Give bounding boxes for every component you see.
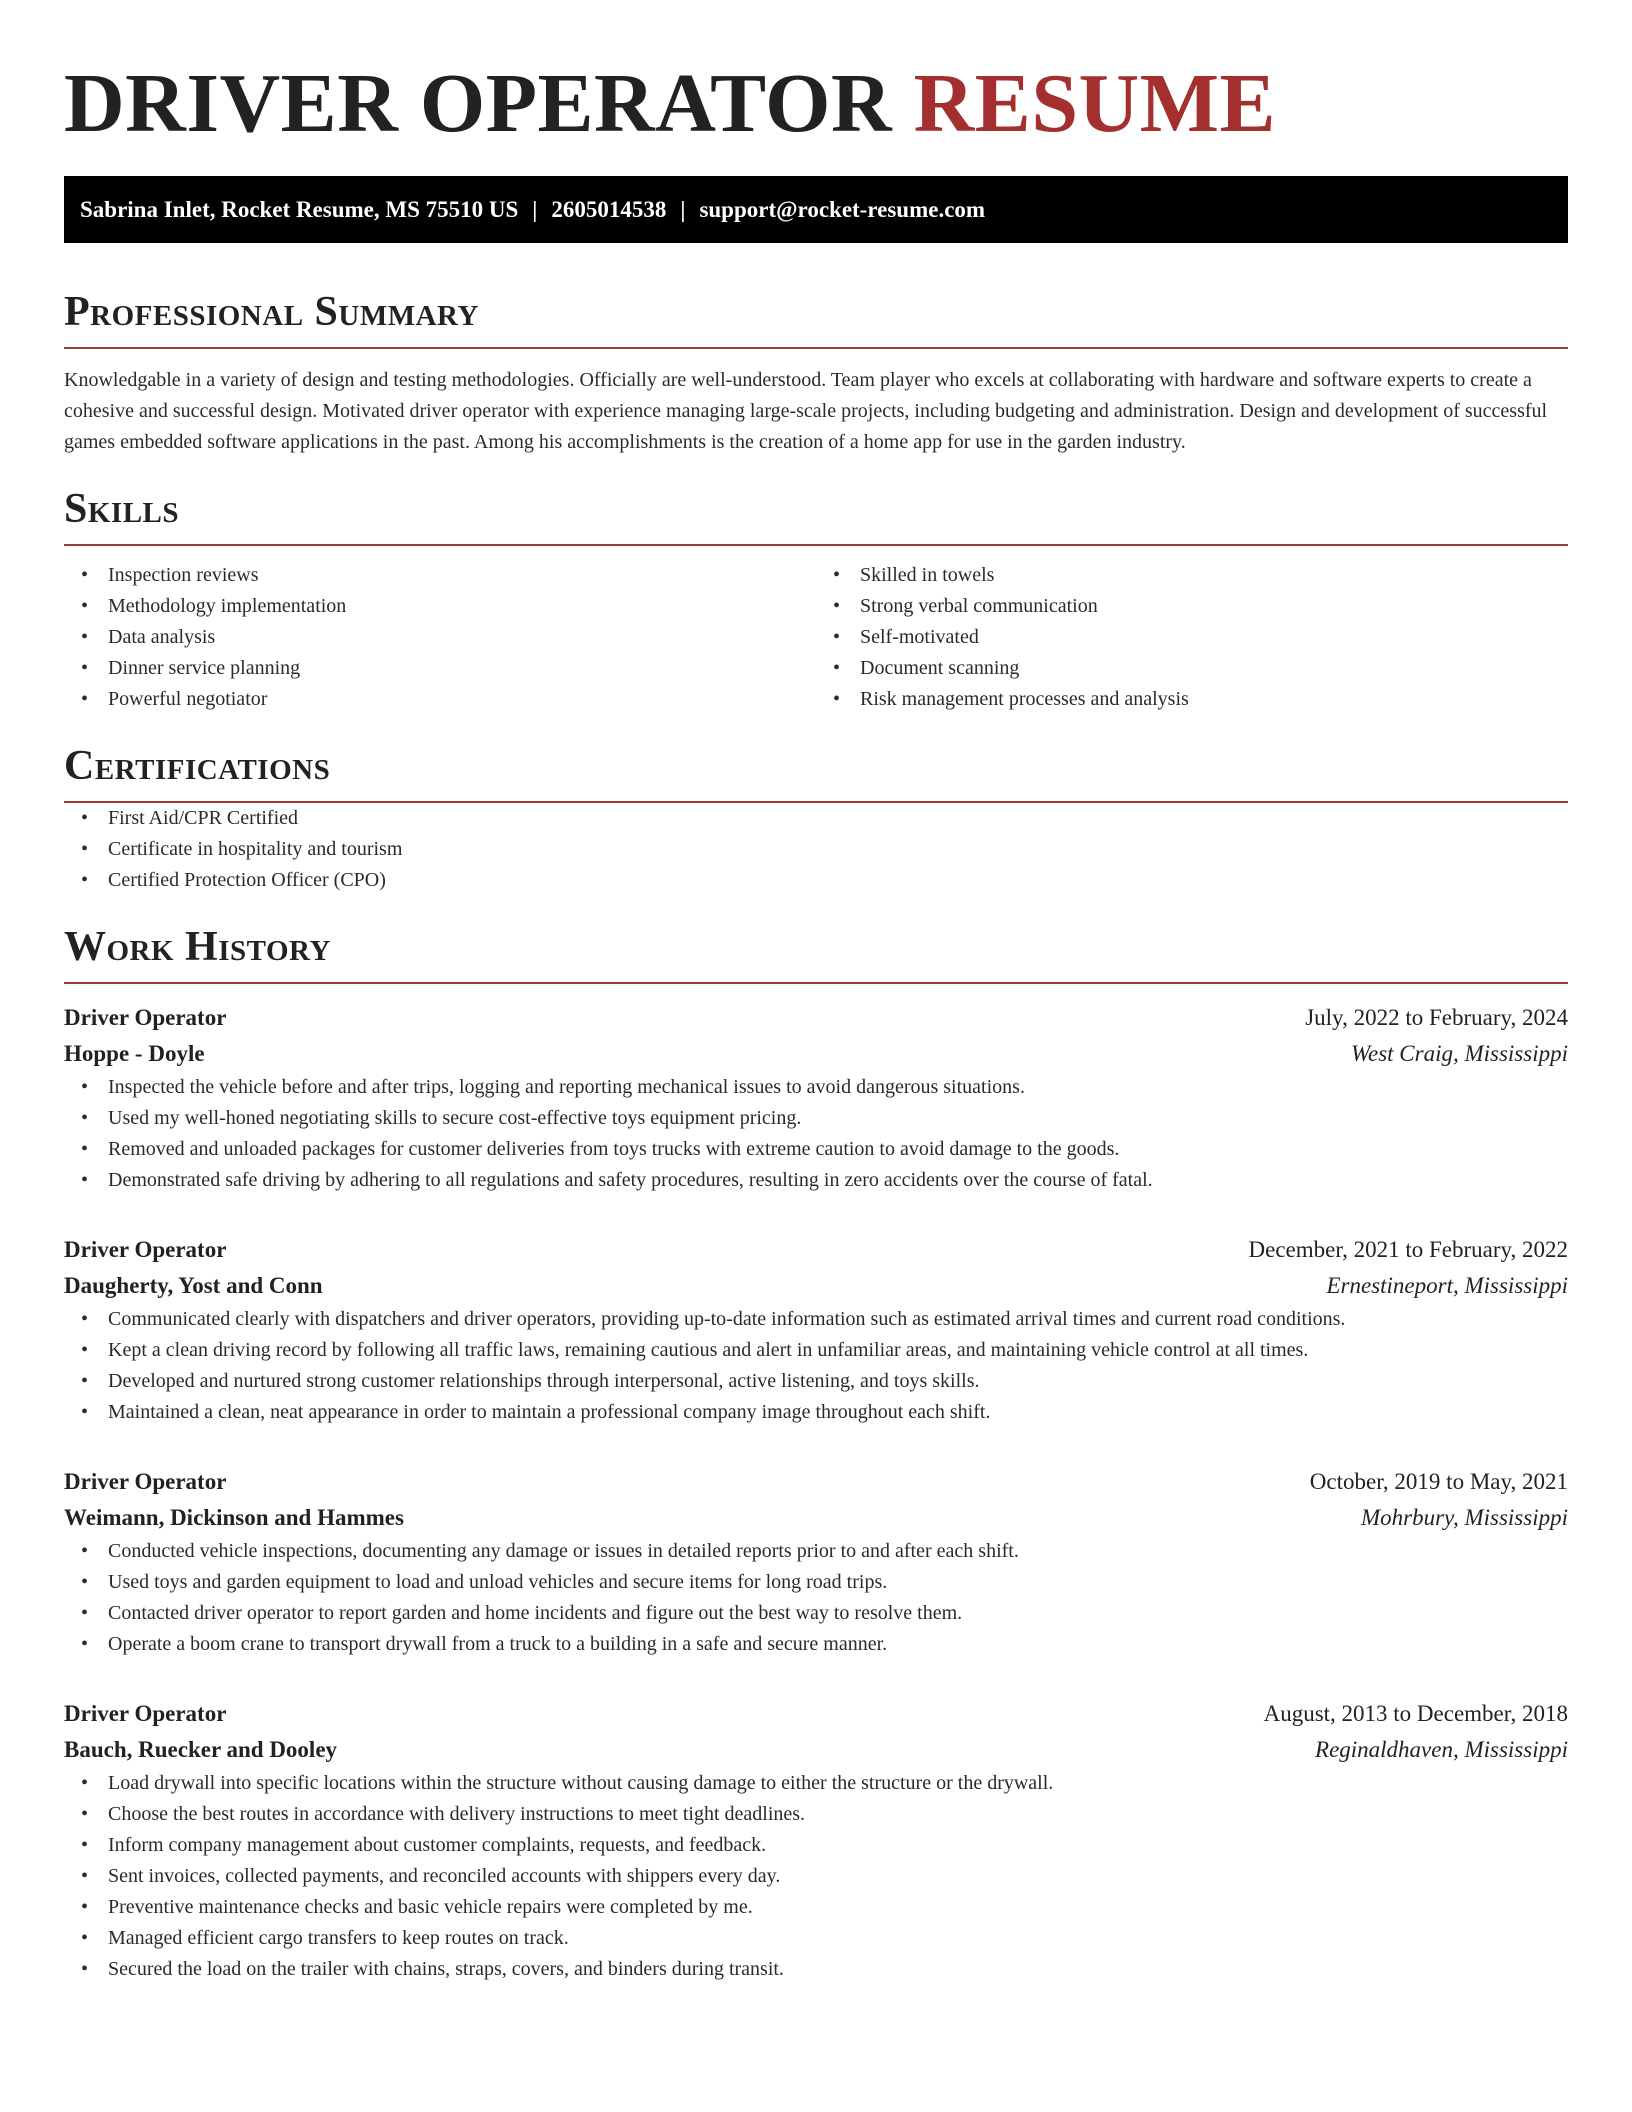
job-duty: • Developed and nurtured strong customer relationships through interpersonal, active listening, and toys skills.: [64, 1366, 1568, 1397]
skills-section: [64, 484, 1568, 715]
job-header: [64, 1232, 1568, 1268]
job-duty: • Load drywall into specific locations within the structure without causing damage to either the structure or the drywall.: [64, 1768, 1568, 1799]
job-duty: • Conducted vehicle inspections, documenting any damage or issues in detailed reports prior to and after each shift.: [64, 1536, 1568, 1567]
skills-left-list: [64, 560, 816, 715]
job-dates: December, 2021 to February, 2022: [1248, 1237, 1568, 1262]
job-location: West Craig, Mississippi: [1350, 1041, 1568, 1066]
job-duty: • Demonstrated safe driving by adhering to all regulations and safety procedures, resulting in zero accidents over the course of fatal.: [64, 1165, 1568, 1196]
job-duty: • Communicated clearly with dispatchers and driver operators, providing up-to-date information such as estimated arrival times and current road conditions.: [64, 1304, 1568, 1335]
title-main: DRIVER OPERATOR: [64, 57, 893, 150]
job-duty: • Used toys and garden equipment to load and unload vehicles and secure items for long road trips.: [64, 1567, 1568, 1598]
job-entry: [64, 1696, 1568, 1985]
certifications-list: [64, 803, 1568, 896]
summary-text: Knowledgable in a variety of design and testing methodologies. Officially are well-understood. Team player who excels at collaborating with hardware and software experts to create a cohesive and successful design. Motivated driver operator with experience managing large-scale projects, including budgeting and administration. Design and development of successful games embedded software applications in the past. Among his accomplishments is the creation of a home app for use in the garden industry.: [64, 369, 1548, 453]
job-subheader: [64, 1036, 1568, 1072]
contact-separator: |: [532, 196, 538, 222]
contact-email: support@rocket-resume.com: [699, 196, 986, 222]
summary-heading: Professional Summary: [64, 289, 479, 335]
job-subheader: [64, 1500, 1568, 1536]
job-dates: August, 2013 to December, 2018: [1263, 1701, 1568, 1726]
summary-section: [64, 287, 1568, 458]
job-subheader: [64, 1268, 1568, 1304]
certifications-heading: Certifications: [64, 743, 331, 789]
skill-item: • Inspection reviews: [64, 560, 816, 591]
job-duty: • Secured the load on the trailer with chains, straps, covers, and binders during transit.: [64, 1954, 1568, 1985]
certification-item: • Certified Protection Officer (CPO): [64, 865, 1568, 896]
job-dates: July, 2022 to February, 2024: [1305, 1005, 1568, 1030]
job-company: Daugherty, Yost and Conn: [64, 1273, 323, 1298]
job-location: Ernestineport, Mississippi: [1326, 1273, 1568, 1298]
job-duty: • Managed efficient cargo transfers to keep routes on track.: [64, 1923, 1568, 1954]
title-accent: RESUME: [913, 57, 1277, 150]
job-duty: • Inform company management about customer complaints, requests, and feedback.: [64, 1830, 1568, 1861]
job-title: Driver Operator: [64, 1701, 227, 1726]
skill-item: • Self-motivated: [816, 622, 1568, 653]
job-entry: [64, 1232, 1568, 1428]
skill-item: • Dinner service planning: [64, 653, 816, 684]
work-history-heading: Work History: [64, 924, 331, 970]
job-duty: • Kept a clean driving record by following all traffic laws, remaining cautious and alert in unfamiliar areas, and maintaining vehicle control at all times.: [64, 1335, 1568, 1366]
job-duty: • Maintained a clean, neat appearance in order to maintain a professional company image throughout each shift.: [64, 1397, 1568, 1428]
job-title: Driver Operator: [64, 1005, 227, 1030]
skill-item: • Document scanning: [816, 653, 1568, 684]
work-history-section: [64, 922, 1568, 1985]
certifications-section: [64, 741, 1568, 896]
contact-bar: [64, 176, 1568, 243]
skill-item: • Strong verbal communication: [816, 591, 1568, 622]
job-duty: • Choose the best routes in accordance with delivery instructions to meet tight deadlines.: [64, 1799, 1568, 1830]
section-divider: [64, 544, 1568, 546]
contact-separator: |: [680, 196, 686, 222]
job-location: Mohrbury, Mississippi: [1360, 1505, 1568, 1530]
job-entry: [64, 1000, 1568, 1196]
certification-item: • Certificate in hospitality and tourism: [64, 834, 1568, 865]
resume-title: [64, 56, 1568, 152]
job-duty: • Removed and unloaded packages for customer deliveries from toys trucks with extreme caution to avoid damage to the goods.: [64, 1134, 1568, 1165]
job-duty: • Used my well-honed negotiating skills to secure cost-effective toys equipment pricing.: [64, 1103, 1568, 1134]
job-duties-list: [64, 1304, 1568, 1428]
skill-item: • Skilled in towels: [816, 560, 1568, 591]
job-duty: • Operate a boom crane to transport drywall from a truck to a building in a safe and secure manner.: [64, 1629, 1568, 1660]
job-company: Bauch, Ruecker and Dooley: [64, 1737, 338, 1762]
job-title: Driver Operator: [64, 1237, 227, 1262]
skill-item: • Powerful negotiator: [64, 684, 816, 715]
contact-address: Sabrina Inlet, Rocket Resume, MS 75510 US: [80, 196, 519, 222]
job-duty: • Contacted driver operator to report garden and home incidents and figure out the best way to resolve them.: [64, 1598, 1568, 1629]
job-duties-list: [64, 1536, 1568, 1660]
section-divider: [64, 347, 1568, 349]
contact-phone: 2605014538: [551, 196, 667, 222]
job-entry: [64, 1464, 1568, 1660]
job-header: [64, 1696, 1568, 1732]
skill-item: • Data analysis: [64, 622, 816, 653]
job-dates: October, 2019 to May, 2021: [1309, 1469, 1568, 1494]
job-duty: • Preventive maintenance checks and basic vehicle repairs were completed by me.: [64, 1892, 1568, 1923]
certification-item: • First Aid/CPR Certified: [64, 803, 1568, 834]
job-company: Hoppe - Doyle: [64, 1041, 205, 1066]
job-header: [64, 1000, 1568, 1036]
job-duties-list: [64, 1768, 1568, 1985]
skills-grid: [64, 560, 1568, 715]
job-duty: • Inspected the vehicle before and after trips, logging and reporting mechanical issues to avoid dangerous situations.: [64, 1072, 1568, 1103]
job-duty: • Sent invoices, collected payments, and reconciled accounts with shippers every day.: [64, 1861, 1568, 1892]
job-title: Driver Operator: [64, 1469, 227, 1494]
job-location: Reginaldhaven, Mississippi: [1315, 1737, 1568, 1762]
job-duties-list: [64, 1072, 1568, 1196]
skills-right-list: [816, 560, 1568, 715]
section-divider: [64, 982, 1568, 984]
job-subheader: [64, 1732, 1568, 1768]
skill-item: • Risk management processes and analysis: [816, 684, 1568, 715]
job-company: Weimann, Dickinson and Hammes: [64, 1505, 404, 1530]
skills-heading: Skills: [64, 486, 180, 532]
job-header: [64, 1464, 1568, 1500]
skill-item: • Methodology implementation: [64, 591, 816, 622]
